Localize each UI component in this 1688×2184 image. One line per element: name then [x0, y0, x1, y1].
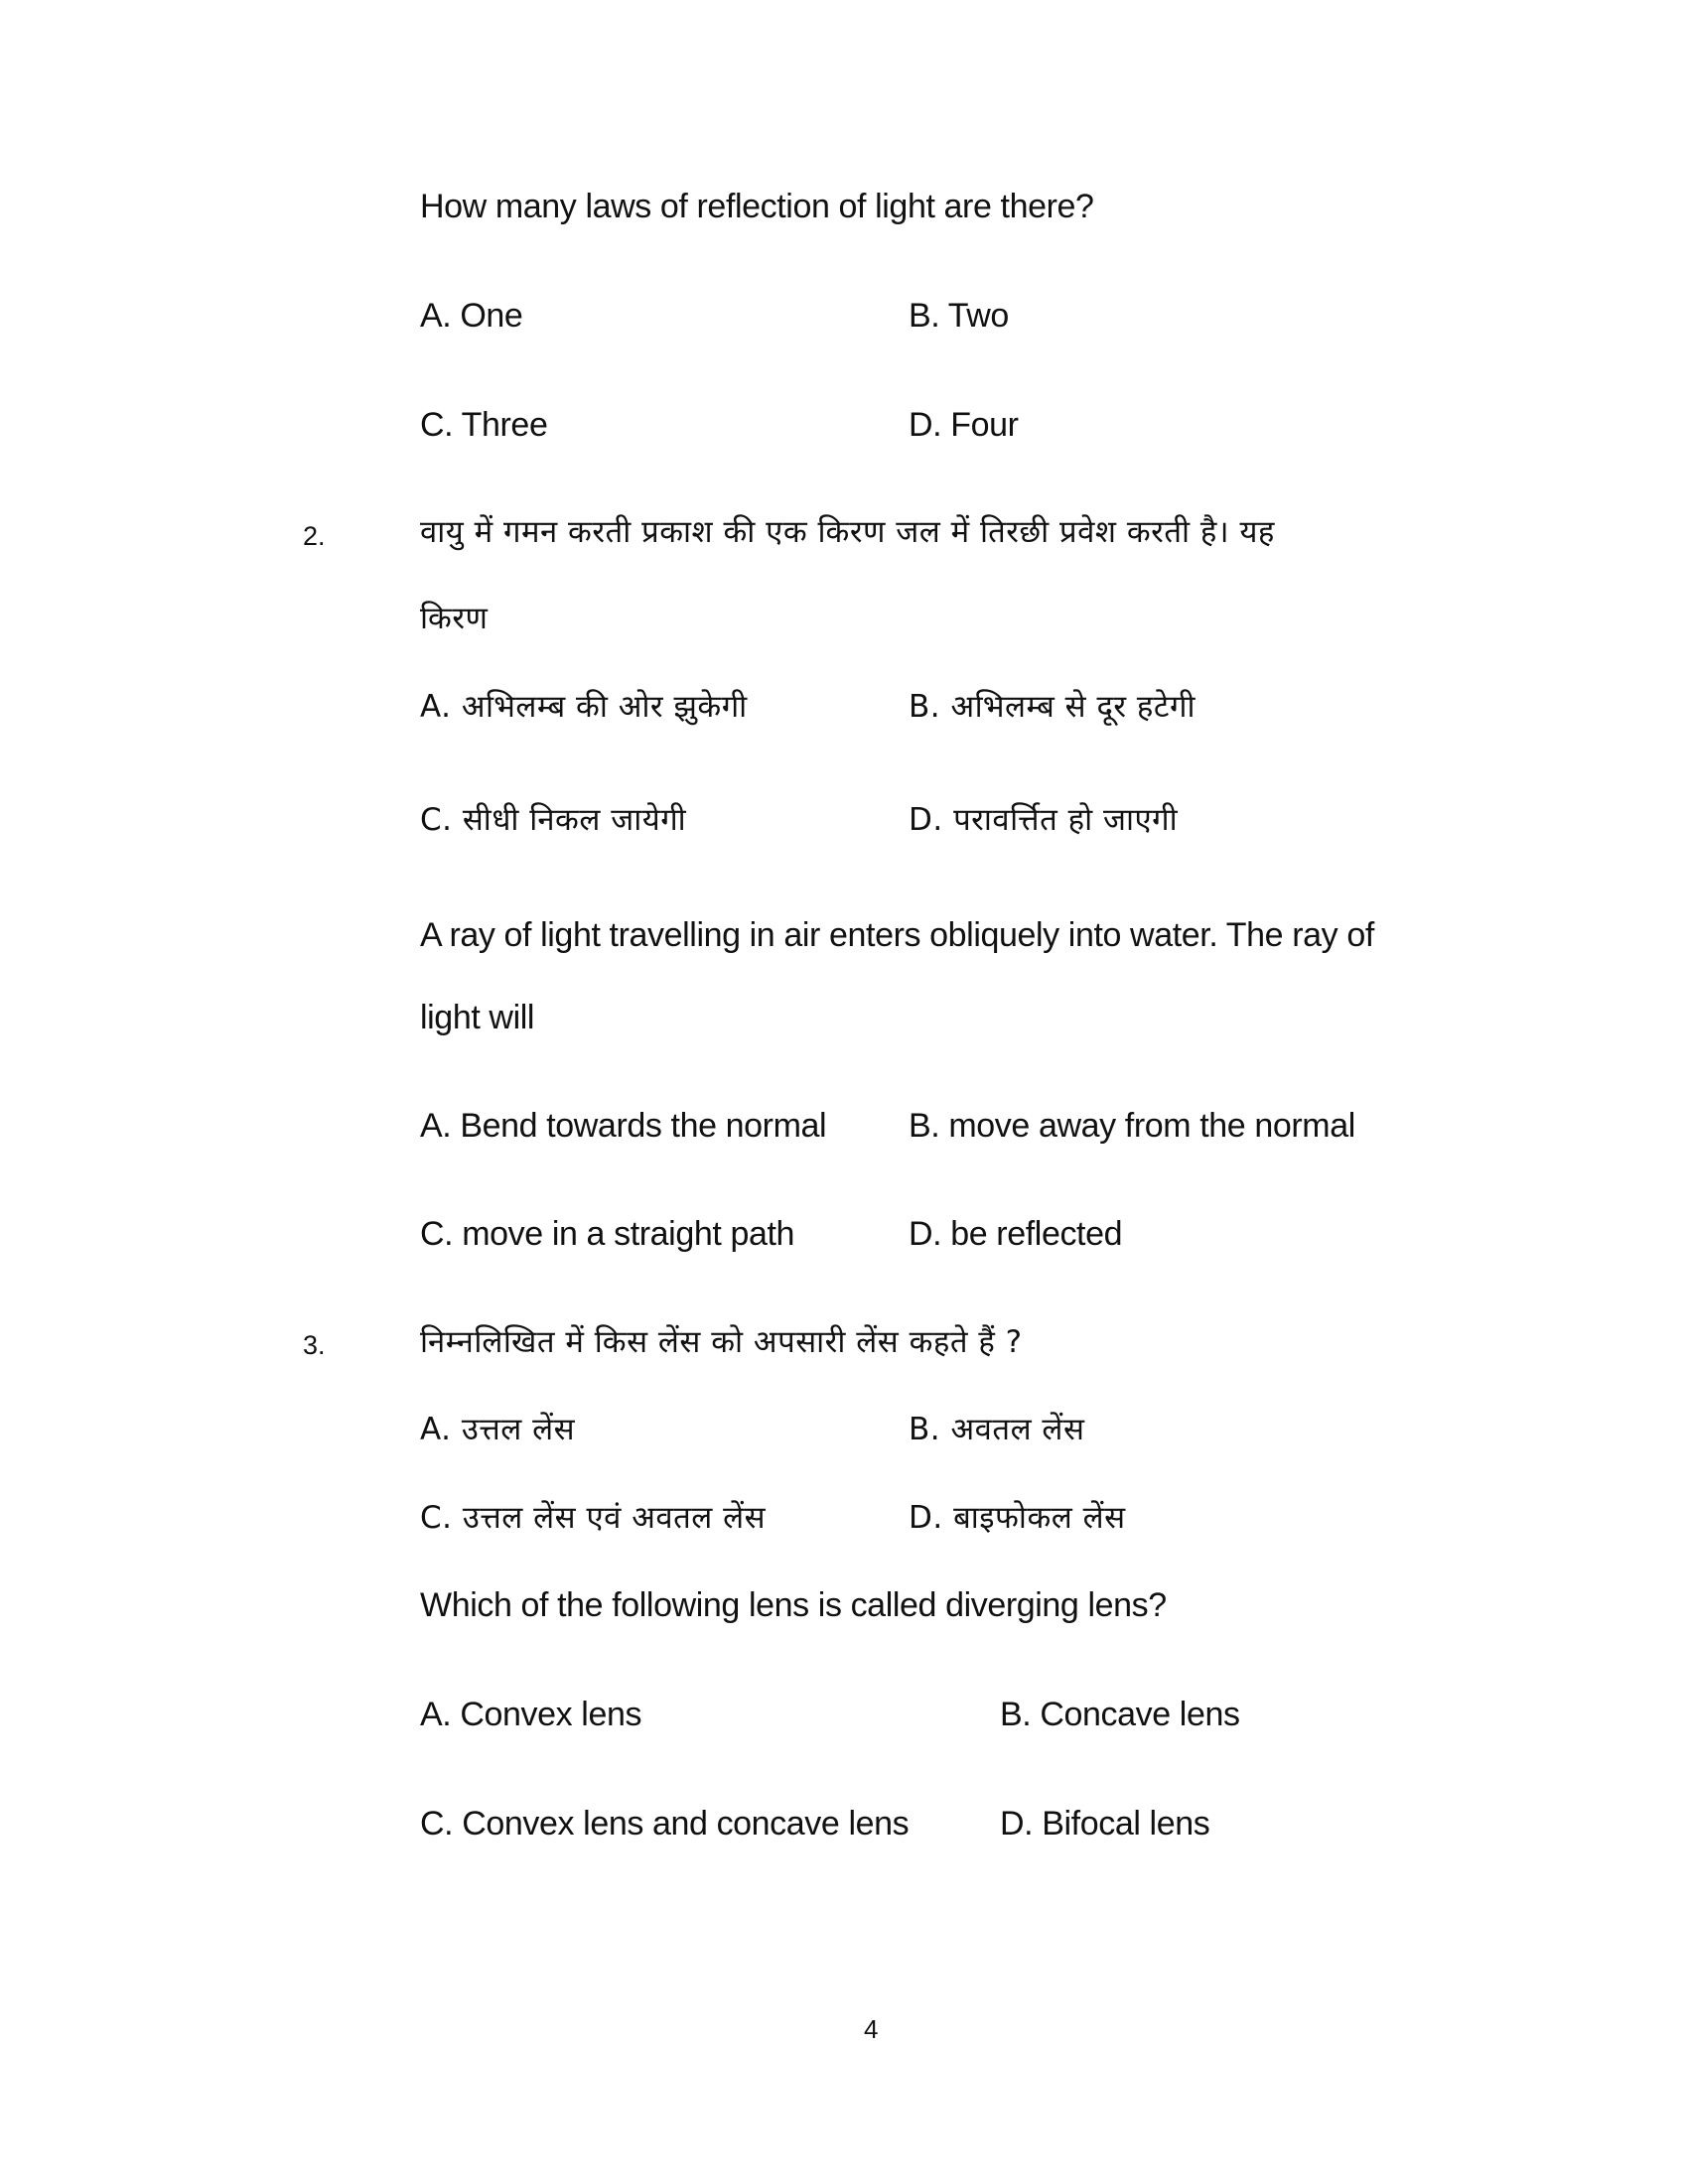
q3-english-option-a: A. Convex lens	[420, 1696, 642, 1733]
q3-english-question: Which of the following lens is called diverging lens?	[420, 1586, 1167, 1624]
q2-number: 2.	[303, 521, 326, 551]
q1-english-question: How many laws of reflection of light are there?	[420, 188, 1094, 225]
q3-hindi-question: निम्नलिखित में किस लेंस को अपसारी लेंस कहते हैं ?	[420, 1324, 1023, 1360]
q2-hindi-option-a: A. अभिलम्ब की ओर झुकेगी	[420, 689, 748, 725]
q3-hindi-option-a: A. उत्तल लेंस	[420, 1412, 576, 1447]
q2-english-question-line2: light will	[420, 999, 535, 1036]
q3-english-option-c: C. Convex lens and concave lens	[420, 1805, 910, 1843]
q3-hindi-option-b: B. अवतल लेंस	[909, 1412, 1085, 1447]
q3-english-option-d: D. Bifocal lens	[1000, 1805, 1210, 1843]
q3-hindi-option-c: C. उत्तल लेंस एवं अवतल लेंस	[420, 1500, 767, 1536]
q2-english-option-b: B. move away from the normal	[909, 1107, 1355, 1145]
q2-hindi-question-line2: किरण	[420, 601, 489, 636]
q2-hindi-question-line1: वायु में गमन करती प्रकाश की एक किरण जल में तिरछी प्रवेश करती है। यह	[420, 514, 1275, 550]
q2-hindi-option-c: C. सीधी निकल जायेगी	[420, 802, 687, 838]
q2-english-question-line1: A ray of light travelling in air enters obliquely into water. The ray of	[420, 916, 1374, 954]
q2-hindi-option-d: D. परावर्त्तित हो जाएगी	[909, 802, 1179, 838]
q2-english-option-a: A. Bend towards the normal	[420, 1107, 827, 1145]
q3-hindi-option-d: D. बाइफोकल लेंस	[909, 1500, 1126, 1536]
q2-english-option-c: C. move in a straight path	[420, 1215, 795, 1253]
page-number: 4	[864, 2014, 879, 2044]
q3-english-option-b: B. Concave lens	[1000, 1696, 1240, 1733]
q2-hindi-option-b: B. अभिलम्ब से दूर हटेगी	[909, 689, 1196, 725]
q1-option-b: B. Two	[909, 297, 1009, 335]
q1-option-c: C. Three	[420, 406, 548, 444]
q2-english-option-d: D. be reflected	[909, 1215, 1123, 1253]
q3-number: 3.	[303, 1330, 326, 1360]
q1-option-d: D. Four	[909, 406, 1019, 444]
q1-option-a: A. One	[420, 297, 523, 335]
